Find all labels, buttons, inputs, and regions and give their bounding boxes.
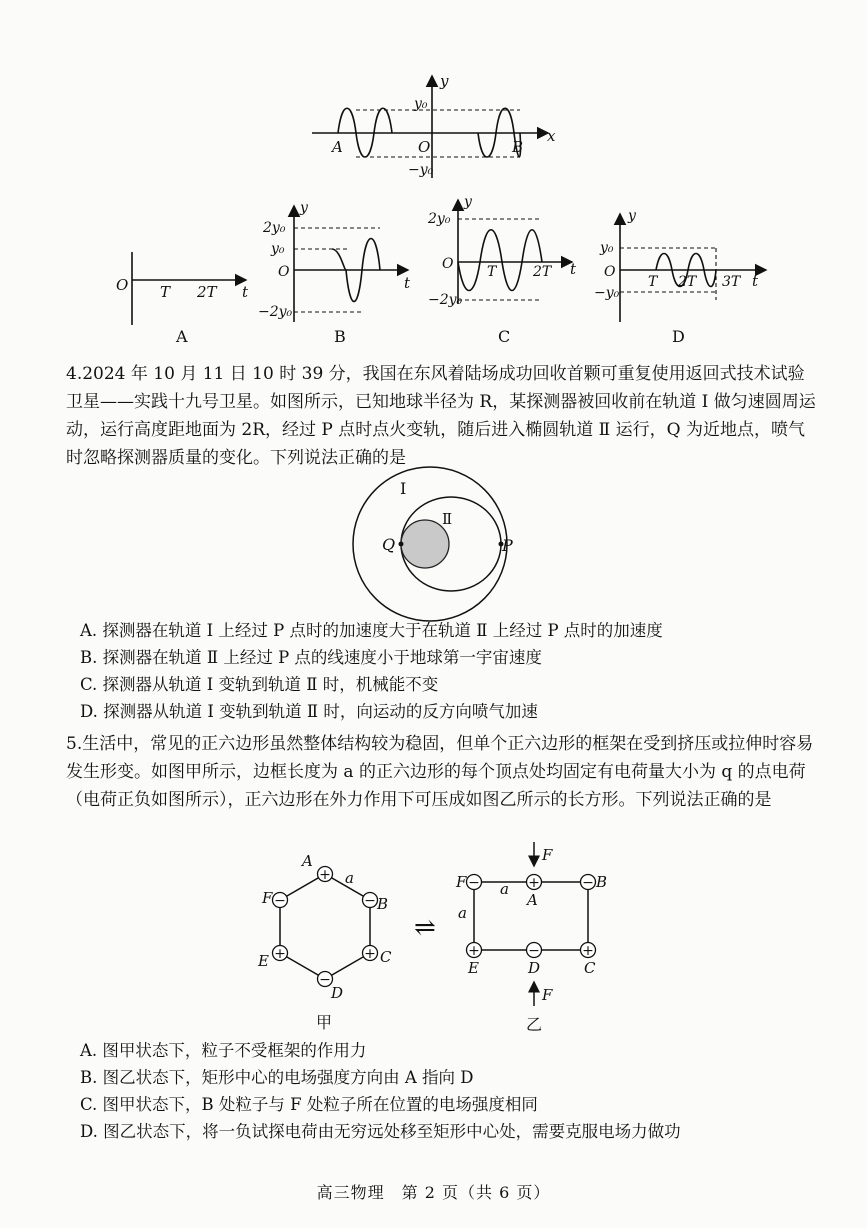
- graph-c-wave: [458, 230, 542, 291]
- question-4: [66, 360, 819, 472]
- orbit-figure: [353, 467, 507, 621]
- rect-charge-c-positive: [581, 943, 596, 960]
- graph-b-origin: O: [278, 264, 290, 280]
- rect-label-a: A: [527, 891, 538, 909]
- graph-b-tick-neg2y0: −2y₀: [258, 304, 293, 320]
- svg-text:−: −: [528, 943, 540, 959]
- graph-d-caption: D: [672, 327, 685, 346]
- question-5-text: 生活中，常见的正六边形虽然整体结构较为稳固，但单个正六边形的框架在受到挤压或拉伸时容易发生形变。如图甲所示，边框长度为 a 的正六边形的每个顶点处均固定有电荷量大小为 q 的点电荷（电荷正负如图所示），正六边形在外力作用下可压成如图乙所示的长方形。下列说法正确的是: [66, 734, 814, 810]
- rect-label-f: F: [456, 873, 467, 891]
- point-a-label: A: [332, 138, 343, 156]
- svg-text:−: −: [274, 893, 286, 909]
- rect-side-a-top: a: [500, 880, 509, 898]
- option-graph-b: [294, 206, 408, 322]
- rect-side-a-left: a: [458, 904, 467, 922]
- graph-a-tick-t: T: [160, 283, 171, 301]
- hex-label-b: B: [377, 895, 389, 913]
- graph-c-t-label: t: [570, 260, 577, 278]
- graph-d-tick-y0: y₀: [600, 240, 614, 256]
- hex-label-c: C: [380, 948, 392, 966]
- q-label: Q: [382, 535, 396, 554]
- svg-text:−: −: [364, 893, 376, 909]
- q4-option-a: A. 探测器在轨道 Ⅰ 上经过 P 点时的加速度大于在轨道 Ⅱ 上经过 P 点时的加速度: [80, 621, 663, 640]
- rect-charge-b-negative: [581, 875, 596, 892]
- point-q: [399, 542, 404, 547]
- graph-c-origin: O: [442, 256, 454, 272]
- q4-option-b: B. 探测器在轨道 Ⅱ 上经过 P 点的线速度小于地球第一宇宙速度: [80, 648, 542, 667]
- rect-charge-e-positive: [467, 943, 482, 960]
- orbit-1-label: Ⅰ: [400, 479, 407, 498]
- graph-c-tick-2t: 2T: [533, 264, 552, 280]
- svg-text:+: +: [319, 867, 331, 883]
- top-y-label: y: [440, 72, 449, 90]
- svg-text:+: +: [528, 875, 540, 891]
- q4-option-d: D. 探测器从轨道 Ⅰ 变轨到轨道 Ⅱ 时，向运动的反方向喷气加速: [80, 702, 538, 721]
- graph-d-t-label: t: [752, 272, 759, 290]
- q5-option-d: D. 图乙状态下，将一负试探电荷由无穷远处移至矩形中心处，需要克服电场力做功: [80, 1122, 681, 1141]
- graph-c-tick-2y0: 2y₀: [428, 211, 451, 227]
- hex-side-a: a: [345, 869, 354, 887]
- question-4-number: 4.: [66, 364, 83, 384]
- rect-charge-a-positive: [527, 875, 542, 892]
- graph-d-tick-2t: 2T: [678, 274, 697, 290]
- graph-c-y-label: y: [464, 194, 472, 210]
- hexagon-charges: [273, 867, 378, 989]
- q5-option-a: A. 图甲状态下，粒子不受框架的作用力: [80, 1041, 367, 1060]
- graph-d-tick-neg-y0: −y₀: [594, 285, 620, 301]
- q5-option-b: B. 图乙状态下，矩形中心的电场强度方向由 A 指向 D: [80, 1068, 474, 1087]
- hexagon-frame: [280, 874, 370, 979]
- svg-text:+: +: [364, 946, 376, 962]
- question-4-text: 2024 年 10 月 11 日 10 时 39 分，我国在东风着陆场成功回收首颗可重复使用返回式技术试验卫星——实践十九号卫星。如图所示，已知地球半径为 R，某探测器被回收前在轨道 Ⅰ 做匀速圆周运动，运行高度距地面为 2R，经过 P 点时点火变轨，随后进入椭圆轨道 Ⅱ 运行，Q 为近地点，喷气时忽略探测器质量的变化。下列说法正确的是: [66, 364, 816, 468]
- svg-text:+: +: [468, 943, 480, 959]
- svg-text:+: +: [582, 943, 594, 959]
- rect-charge-f-negative: [467, 875, 482, 892]
- graph-a-caption: A: [176, 327, 188, 346]
- graph-a-origin: O: [116, 276, 129, 294]
- option-graph-a: [132, 252, 246, 325]
- q5-option-c: C. 图甲状态下，B 处粒子与 F 处粒子所在位置的电场强度相同: [80, 1095, 538, 1114]
- graph-a-t-label: t: [242, 283, 249, 301]
- rectangle-figure: [474, 842, 588, 1006]
- svg-text:−: −: [468, 875, 480, 891]
- hex-label-e: E: [258, 952, 269, 970]
- svg-text:−: −: [319, 972, 331, 988]
- orbit-2-label: Ⅱ: [442, 510, 453, 528]
- graph-a-tick-2t: 2T: [197, 283, 217, 301]
- svg-text:−: −: [582, 875, 594, 891]
- force-label-top: F: [542, 846, 553, 864]
- rect-caption: 乙: [526, 1015, 543, 1034]
- charge-f-negative: [273, 893, 288, 910]
- question-5: [66, 730, 819, 814]
- top-x-label: x: [547, 127, 556, 145]
- rect-label-d: D: [528, 959, 541, 977]
- hex-label-a: A: [302, 852, 313, 870]
- graph-d-tick-t: T: [648, 274, 658, 290]
- option-graph-d: [620, 214, 766, 322]
- p-label: P: [502, 536, 513, 555]
- graph-d-origin: O: [604, 264, 616, 280]
- rect-label-b: B: [596, 873, 608, 891]
- graph-c-tick-neg2y0: −2y₀: [428, 292, 463, 308]
- charge-e-positive: [273, 946, 288, 963]
- rect-charge-d-negative: [527, 943, 542, 960]
- hex-label-f: F: [262, 889, 273, 907]
- graph-c-caption: C: [498, 327, 511, 346]
- graph-b-caption: B: [334, 327, 346, 346]
- graph-d-y-label: y: [628, 208, 636, 224]
- graph-b-t-label: t: [404, 274, 411, 292]
- point-b-label: B: [512, 138, 524, 156]
- rectangle-charges: [467, 875, 596, 960]
- charge-c-positive: [363, 946, 378, 963]
- hex-caption: 甲: [316, 1013, 333, 1032]
- graph-b-tick-2y0: 2y₀: [263, 220, 286, 236]
- q4-option-c: C. 探测器从轨道 Ⅰ 变轨到轨道 Ⅱ 时，机械能不变: [80, 675, 439, 694]
- rect-label-e: E: [468, 959, 479, 977]
- rect-label-c: C: [584, 959, 596, 977]
- graph-b-tick-y0: y₀: [271, 241, 285, 257]
- page-footer: 高三物理 第 2 页（共 6 页）: [316, 1183, 551, 1202]
- option-graph-c: [458, 200, 572, 304]
- force-label-bottom: F: [542, 986, 553, 1004]
- graph-d-tick-3t: 3T: [722, 274, 741, 290]
- charge-a-positive: [318, 867, 333, 884]
- graph-c-tick-t: T: [487, 264, 497, 280]
- charge-b-negative: [363, 893, 378, 910]
- graph-b-y-label: y: [300, 200, 308, 216]
- top-neg-y0-label: −y₀: [408, 162, 434, 178]
- hexagon-figure: [280, 874, 370, 979]
- svg-text:+: +: [274, 946, 286, 962]
- origin-label: O: [418, 138, 431, 156]
- top-y0-label: y₀: [414, 96, 428, 112]
- question-5-number: 5.: [66, 734, 83, 754]
- hex-label-d: D: [331, 984, 344, 1002]
- transform-arrow: ⇌: [414, 913, 436, 943]
